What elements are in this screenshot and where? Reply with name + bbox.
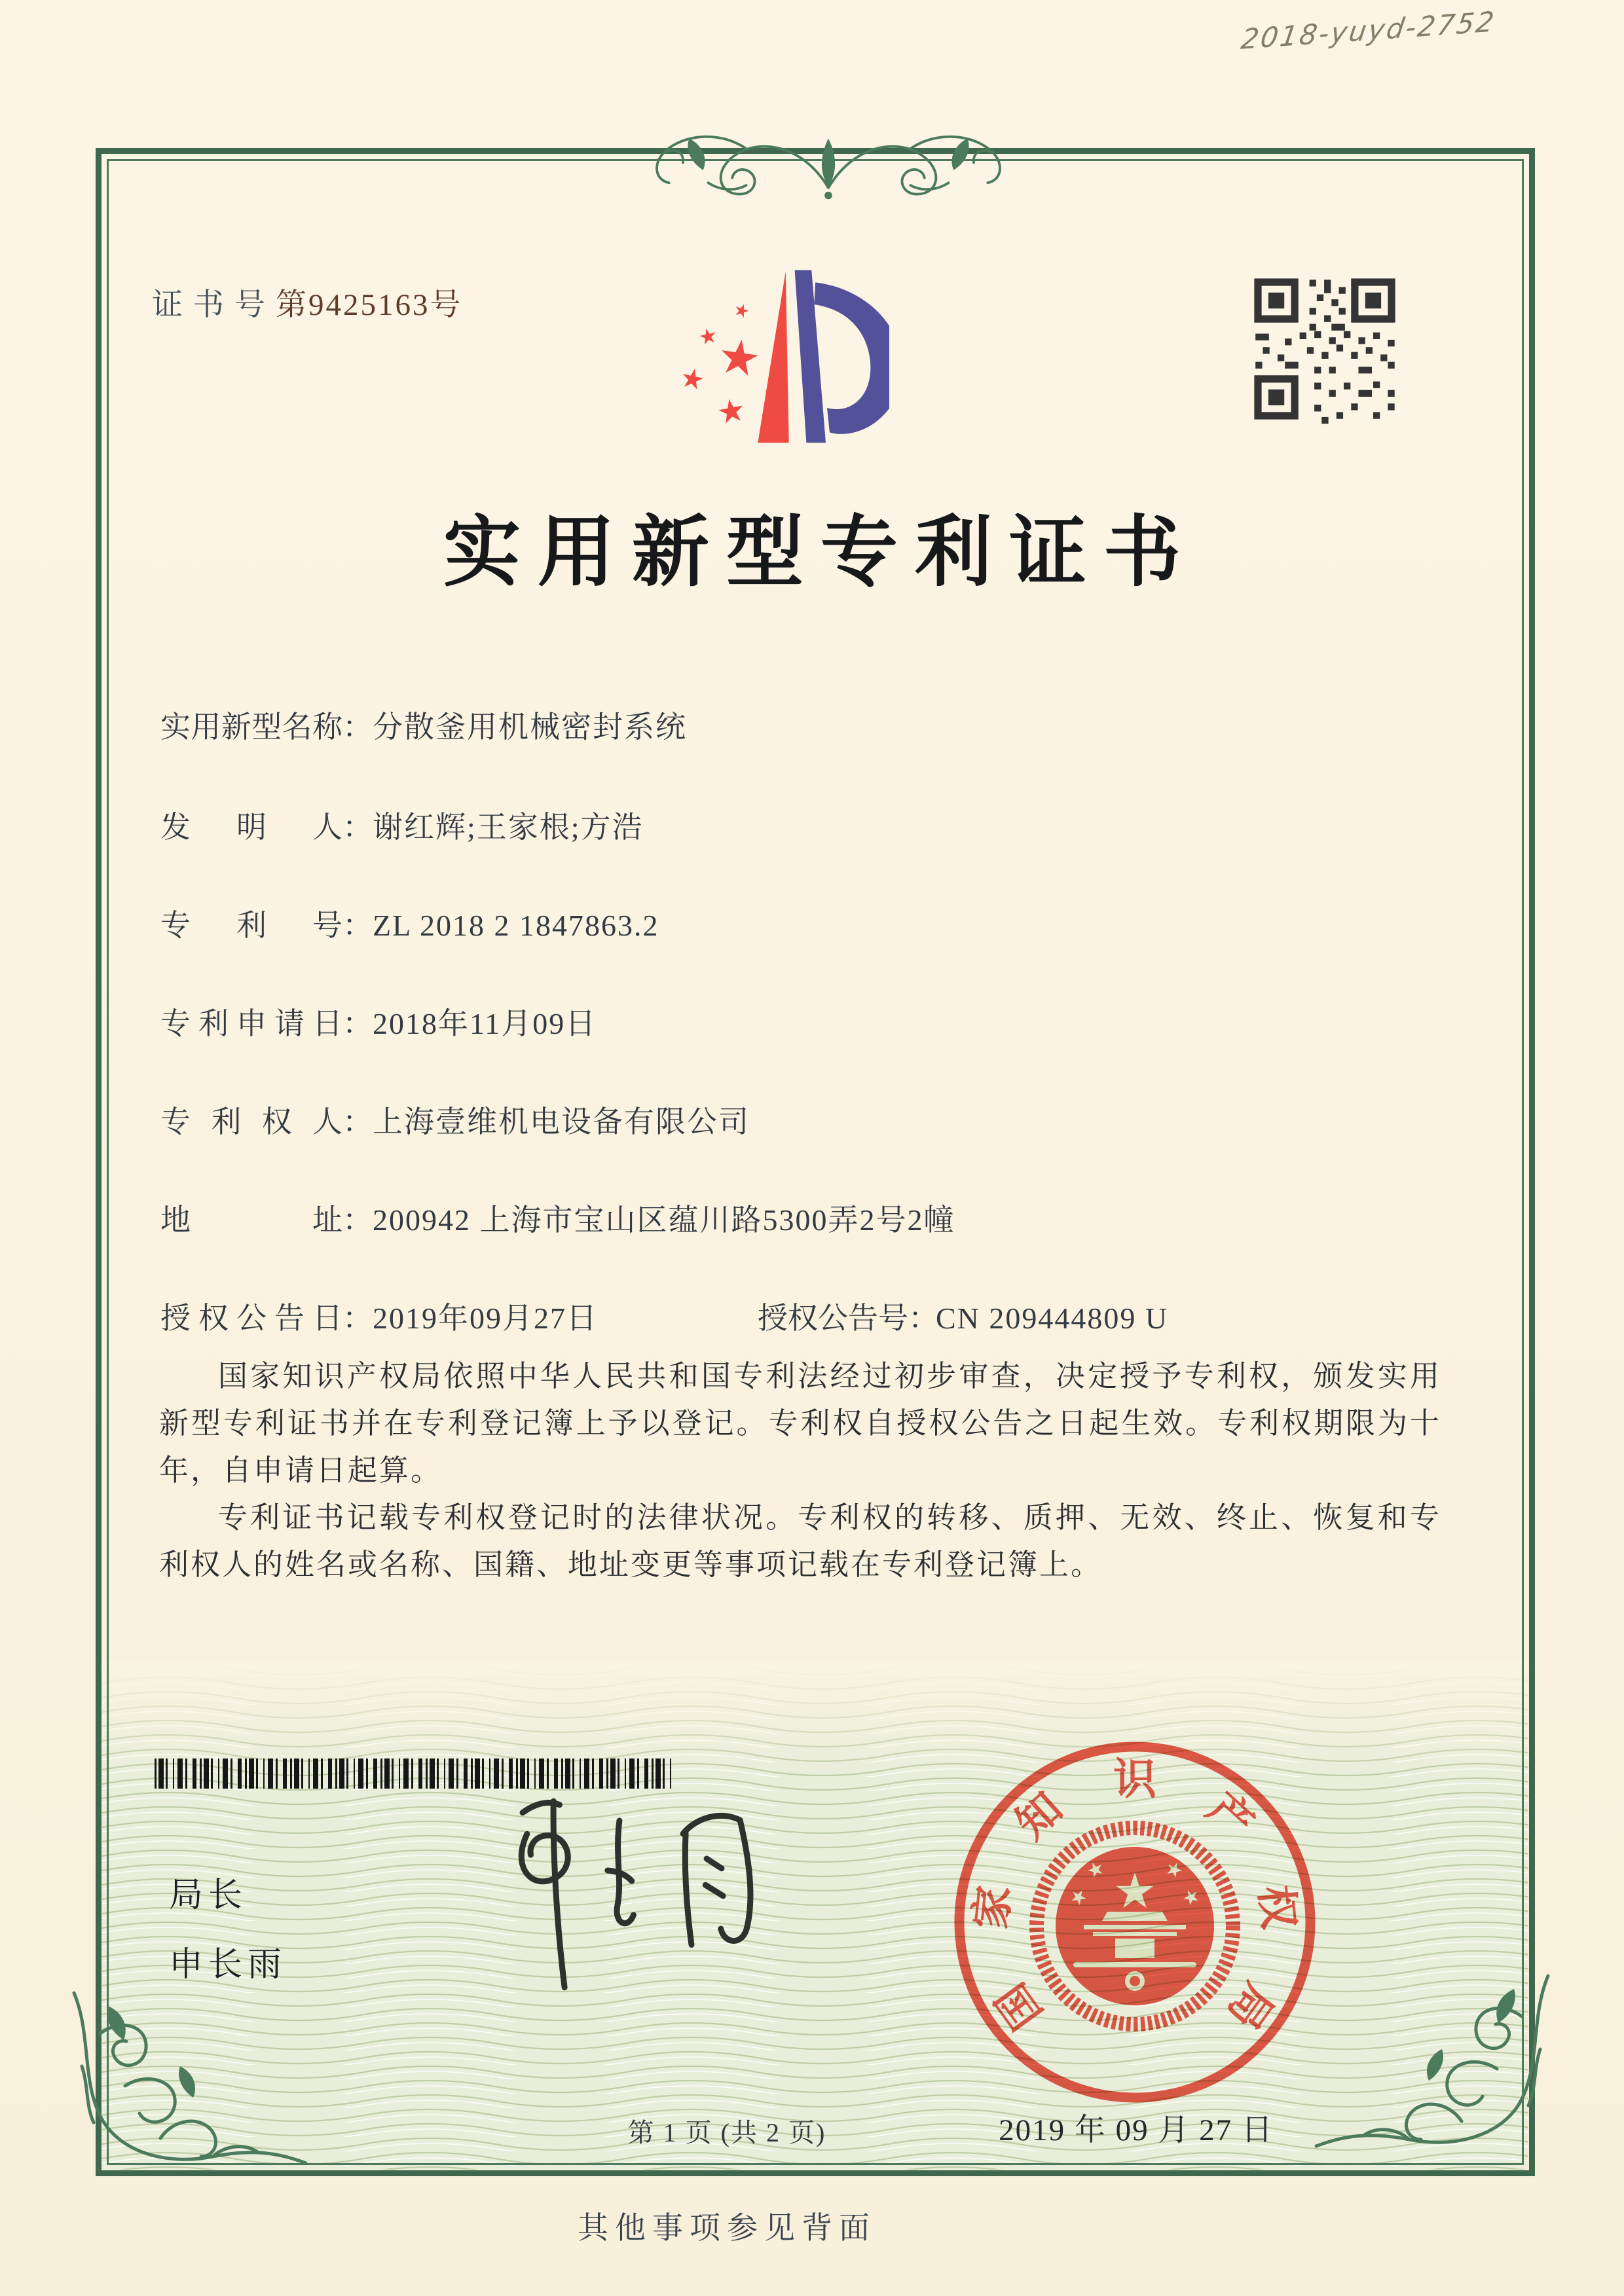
field-label: 授权公告日 <box>160 1302 342 1335</box>
field-value: 分散釜用机械密封系统 <box>373 710 687 744</box>
field-colon: ： <box>342 1203 373 1237</box>
logo-red-wedge <box>758 272 788 443</box>
grant-number-label: 授权公告号 <box>758 1302 908 1335</box>
field-colon: ： <box>342 1105 373 1139</box>
field-value: 谢红辉;王家根;方浩 <box>373 811 644 844</box>
field-colon: ： <box>908 1302 938 1335</box>
field-value: 200942 上海市宝山区蕴川路5300弄2号2幢 <box>373 1203 955 1237</box>
field-label: 专利号 <box>160 909 342 942</box>
field-label: 发明人 <box>160 811 342 844</box>
legal-text <box>159 1353 1441 1588</box>
field-row-grant <box>160 1294 1470 1338</box>
grant-number-group <box>758 1294 1168 1338</box>
field-row-patent-no <box>160 902 659 945</box>
page-number: 第 1 页 (共 2 页) <box>627 2118 826 2147</box>
svg-text:局: 局 <box>1218 1974 1282 2037</box>
svg-text:识: 识 <box>1113 1756 1156 1804</box>
seal-date: 2019 年 09 月 27 日 <box>999 2113 1274 2147</box>
field-label: 实用新型名称 <box>160 710 342 744</box>
certificate-title: 实用新型专利证书 <box>443 510 1198 596</box>
field-row-inventors <box>160 803 644 847</box>
logo-blue-bowl <box>814 282 889 434</box>
field-value: ZL 2018 2 1847863.2 <box>373 909 659 942</box>
bottom-left-border-ornament <box>62 1988 350 2191</box>
certificate-number-value: 第9425163号 <box>276 288 463 322</box>
qr-code <box>1248 272 1401 426</box>
certificate-number-label: 证书号 <box>152 288 276 322</box>
svg-text:权: 权 <box>1250 1883 1303 1931</box>
logo-stars <box>680 302 760 424</box>
field-colon: ： <box>342 1007 373 1040</box>
legal-paragraph-2: 专利证书记载专利权登记时的法律状况。专利权的转移、质押、无效、终止、恢复和专利权人的姓名或名称、国籍、地址变更等事项记载在专利登记簿上。 <box>159 1501 1441 1581</box>
field-colon: ： <box>342 1302 373 1335</box>
field-colon: ： <box>342 710 373 744</box>
field-value: 上海壹维机电设备有限公司 <box>373 1105 750 1139</box>
field-row-address <box>160 1196 955 1239</box>
svg-text:国: 国 <box>987 1974 1052 2037</box>
cnipa-logo <box>656 249 889 462</box>
svg-text:产: 产 <box>1198 1784 1263 1849</box>
field-value: 2019年09月27日 <box>373 1302 598 1335</box>
director-signature <box>393 1760 799 2035</box>
svg-text:家: 家 <box>967 1883 1020 1931</box>
grant-number-value: CN 209444809 U <box>936 1302 1169 1335</box>
field-label: 专利权人 <box>160 1105 342 1139</box>
field-label: 专利申请日 <box>160 1007 342 1040</box>
certificate-number <box>152 280 463 324</box>
field-row-name <box>160 703 687 746</box>
field-value: 2018年11月09日 <box>373 1007 597 1040</box>
field-row-patentee <box>160 1098 750 1141</box>
back-note: 其他事项参见背面 <box>578 2212 876 2246</box>
field-colon: ： <box>342 811 373 844</box>
field-row-filing-date <box>160 1000 597 1043</box>
field-label: 地址 <box>160 1203 342 1237</box>
handwritten-annotation: 2018-yuyd-2752 <box>1239 5 1498 56</box>
director-title-label: 局长 <box>169 1876 248 1914</box>
bottom-right-border-ornament <box>1272 1964 1560 2180</box>
legal-paragraph-1: 国家知识产权局依照中华人民共和国专利法经过初步审查，决定授予专利权，颁发实用新型专利证书并在专利登记簿上予以登记。专利权自授权公告之日起生效。专利权期限为十年，自申请日起算。 <box>159 1360 1441 1487</box>
director-name-label: 申长雨 <box>169 1946 287 1984</box>
seal-national-emblem <box>1037 1828 1233 2024</box>
svg-text:知: 知 <box>1007 1784 1072 1849</box>
field-colon: ： <box>342 909 373 942</box>
top-border-ornament <box>645 118 1012 217</box>
